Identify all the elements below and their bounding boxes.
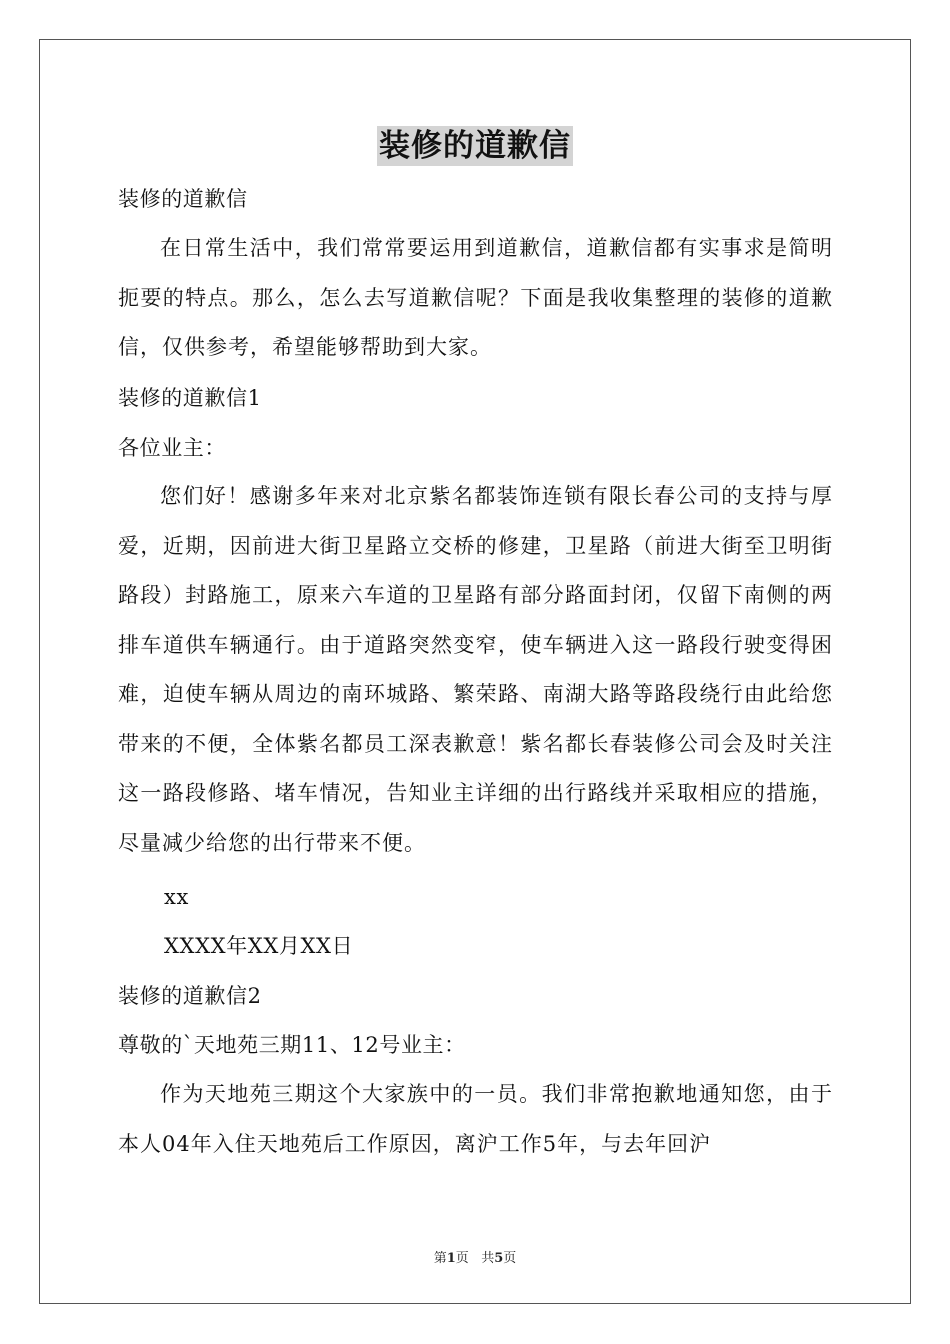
total-prefix: 共 — [481, 1251, 495, 1266]
total-suffix: 页 — [503, 1251, 517, 1266]
intro-paragraph: 在日常生活中，我们常常要运用到道歉信，道歉信都有实事求是简明扼要的特点。那么，怎么去写道歉信呢？下面是我收集整理的装修的道歉信，仅供参考，希望能够帮助到大家。 — [118, 236, 833, 359]
letter2-heading: 装修的道歉信2 — [118, 984, 262, 1008]
document-heading: 装修的道歉信 — [118, 187, 248, 211]
letter2-body: 作为天地苑三期这个大家族中的一员。我们非常抱歉地通知您，由于本人04年入住天地苑后工作原因，离沪工作5年，与去年回沪 — [118, 1082, 833, 1156]
letter1-signature: xx — [164, 885, 189, 909]
page-prefix: 第 — [433, 1251, 447, 1266]
letter2-salutation: 尊敬的`天地苑三期11、12号业主： — [118, 1033, 466, 1057]
document-title: 装修的道歉信 — [379, 128, 571, 164]
page-suffix: 页 — [455, 1251, 469, 1266]
title-container — [0, 126, 950, 166]
letter1-date: XXXX年XX月XX日 — [164, 934, 354, 958]
letter1-body: 您们好！感谢多年来对北京紫名都装饰连锁有限长春公司的支持与厚爱，近期，因前进大街卫星路立交桥的修建，卫星路（前进大街至卫明街路段）封路施工，原来六车道的卫星路有部分路面封闭，仅留下南侧的两排车道供车辆通行。由于道路突然变窄，使车辆进入这一路段行驶变得困难，迫使车辆从周边的南环城路、繁荣路、南湖大路等路段绕行由此给您带来的不便，全体紫名都员工深表歉意！紫名都长春装修公司会及时关注这一路段修路、堵车情况，告知业主详细的出行路线并采取相应的措施，尽量减少给您的出行带来不便。 — [118, 484, 833, 855]
letter1-salutation: 各位业主： — [118, 436, 226, 460]
page-number: 1 — [446, 1251, 456, 1266]
page-footer — [0, 1247, 950, 1266]
letter1-heading: 装修的道歉信1 — [118, 386, 262, 410]
total-pages: 5 — [494, 1251, 504, 1266]
